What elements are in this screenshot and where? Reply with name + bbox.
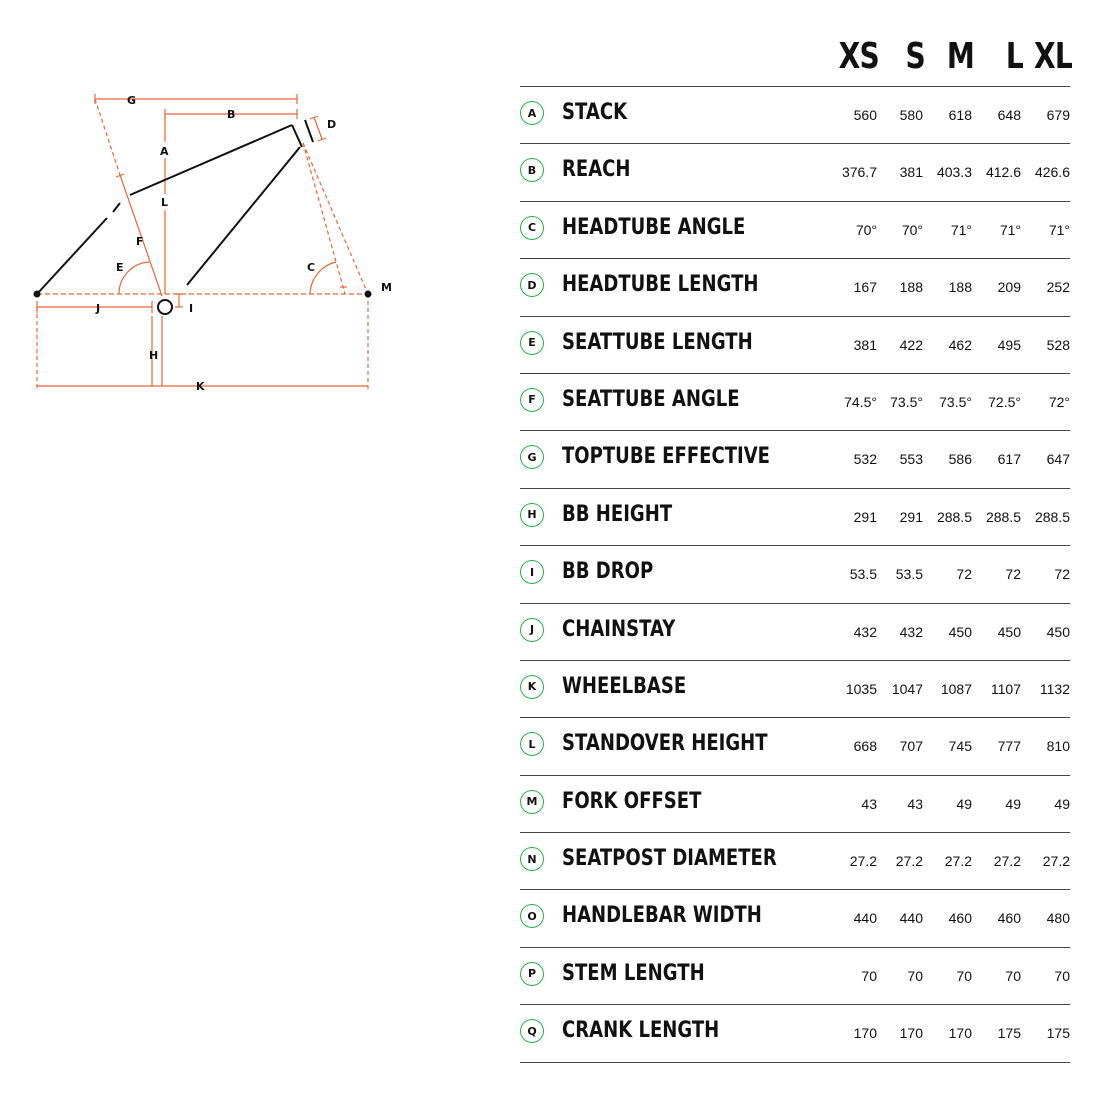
value-cell-l: 72.5°	[988, 393, 1021, 410]
value-cell-xs: 27.2	[849, 853, 877, 870]
value-cell-m: 618	[948, 107, 972, 123]
row-key-badge: G	[520, 445, 544, 469]
label-h: H	[149, 349, 159, 362]
table-row	[520, 202, 1070, 259]
value-cell-m: 27.2	[944, 853, 972, 870]
value-cell-xl: 49	[1054, 795, 1070, 812]
value-cell-xs: 1035	[845, 680, 877, 697]
value-cell-xl: 450	[1046, 623, 1070, 640]
value-cell-xl: 1132	[1039, 680, 1070, 697]
value-cell-m: 72	[956, 566, 972, 583]
value-cell-l: 209	[997, 279, 1021, 296]
value-cell-xs: 532	[853, 451, 877, 468]
row-key-badge: F	[520, 388, 544, 412]
value-cell-xl: 480	[1046, 910, 1070, 927]
row-key-badge: B	[520, 158, 544, 182]
value-cell-xl: 70	[1054, 967, 1070, 984]
row-label: STEM LENGTH	[562, 960, 705, 986]
value-cell-xs: 668	[853, 738, 877, 755]
value-cell-xs: 70°	[855, 221, 877, 238]
value-cell-xs: 43	[861, 795, 877, 812]
value-cell-m: 71°	[950, 221, 972, 238]
value-cell-s: 70	[907, 967, 923, 984]
value-cell-s: 707	[899, 738, 923, 755]
value-cell-l: 27.2	[993, 853, 1021, 870]
value-cell-xl: 288.5	[1034, 508, 1070, 525]
label-k: K	[196, 380, 205, 393]
label-e: E	[116, 261, 124, 274]
label-l: L	[161, 196, 169, 209]
size-s: S	[905, 36, 925, 77]
value-cell-l: 288.5	[985, 508, 1021, 525]
label-c: C	[307, 261, 316, 274]
row-key-badge: M	[520, 790, 544, 814]
row-label: FORK OFFSET	[562, 788, 702, 814]
value-cell-s: 53.5	[895, 566, 923, 583]
row-key-badge: H	[520, 503, 544, 527]
value-cell-xs: 70	[861, 967, 877, 984]
label-f: F	[136, 235, 144, 248]
dimension-lines	[37, 94, 368, 390]
value-cell-xl: 679	[1046, 107, 1070, 123]
value-cell-xl: 175	[1046, 1025, 1070, 1042]
value-cell-l: 70	[1005, 967, 1021, 984]
value-cell-m: 70	[956, 967, 972, 984]
value-cell-s: 440	[899, 910, 923, 927]
label-b: B	[227, 108, 236, 121]
label-d: D	[327, 118, 337, 131]
value-cell-l: 1107	[990, 680, 1021, 697]
value-cell-s: 188	[899, 279, 923, 296]
value-cell-l: 495	[997, 336, 1021, 353]
rear-axle-dot	[34, 291, 41, 298]
value-cell-m: 188	[948, 279, 972, 296]
table-row	[520, 259, 1070, 316]
value-cell-s: 1047	[891, 680, 923, 697]
row-label: CRANK LENGTH	[562, 1018, 720, 1044]
row-label: STANDOVER HEIGHT	[562, 731, 768, 757]
value-cell-s: 422	[899, 336, 923, 353]
headset-spacer	[305, 120, 313, 142]
value-cell-xs: 291	[853, 508, 877, 525]
top-tube	[130, 125, 292, 195]
label-a: A	[160, 145, 169, 158]
table-row	[520, 776, 1070, 833]
value-cell-s: 291	[899, 508, 923, 525]
row-label: HEADTUBE LENGTH	[562, 272, 759, 298]
row-label: SEATTUBE LENGTH	[562, 329, 753, 355]
value-cell-m: 288.5	[936, 508, 972, 525]
diagram-labels	[95, 94, 392, 393]
label-j: J	[96, 302, 101, 315]
row-key-badge: E	[520, 331, 544, 355]
table-row	[520, 144, 1070, 201]
row-key-badge: C	[520, 216, 544, 240]
value-cell-l: 412.6	[985, 164, 1021, 181]
value-cell-s: 73.5°	[890, 393, 923, 410]
value-cell-xs: 53.5	[849, 566, 877, 583]
row-label: TOPTUBE EFFECTIVE	[562, 444, 771, 470]
frame-geometry-diagram	[0, 0, 500, 420]
value-cell-xl: 252	[1046, 279, 1070, 296]
value-cell-xl: 27.2	[1042, 853, 1070, 870]
value-cell-s: 43	[907, 795, 923, 812]
table-row	[520, 718, 1070, 775]
row-key-badge: D	[520, 273, 544, 297]
value-cell-s: 553	[899, 451, 923, 468]
head-tube	[292, 125, 302, 147]
row-key-badge: I	[520, 560, 544, 584]
value-cell-l: 49	[1005, 795, 1021, 812]
row-key-badge: L	[520, 732, 544, 756]
size-l: L	[1005, 36, 1023, 77]
table-row	[520, 604, 1070, 661]
row-label: REACH	[562, 157, 631, 183]
row-key-badge: Q	[520, 1019, 544, 1043]
value-cell-l: 777	[997, 738, 1021, 755]
value-cell-l: 71°	[999, 221, 1021, 238]
frame-tubes	[37, 120, 316, 314]
value-cell-m: 462	[948, 336, 972, 353]
value-cell-s: 381	[899, 164, 923, 181]
value-cell-l: 72	[1005, 566, 1021, 583]
value-cell-xs: 170	[853, 1025, 877, 1042]
value-cell-l: 617	[997, 451, 1021, 468]
value-cell-s: 580	[899, 107, 923, 123]
seatstay-tube	[37, 218, 107, 294]
table-row	[520, 1005, 1070, 1062]
value-cell-xl: 528	[1046, 336, 1070, 353]
value-cell-s: 70°	[901, 221, 923, 238]
down-tube	[187, 147, 300, 285]
value-cell-m: 1087	[940, 680, 972, 697]
size-m: M	[946, 36, 974, 77]
label-g: G	[127, 94, 137, 107]
table-row	[520, 374, 1070, 431]
geometry-rows	[520, 87, 1070, 1063]
value-cell-m: 49	[956, 795, 972, 812]
value-cell-xl: 71°	[1048, 221, 1070, 238]
value-cell-m: 586	[948, 451, 972, 468]
table-row	[520, 431, 1070, 488]
value-cell-m: 73.5°	[939, 393, 972, 410]
size-header	[520, 30, 1070, 86]
value-cell-xs: 74.5°	[844, 393, 877, 410]
value-cell-m: 450	[948, 623, 972, 640]
value-cell-m: 170	[948, 1025, 972, 1042]
dim-line-d	[314, 117, 322, 139]
table-row	[520, 948, 1070, 1005]
value-cell-l: 460	[997, 910, 1021, 927]
row-label: HEADTUBE ANGLE	[562, 214, 746, 240]
value-cell-xs: 381	[853, 336, 877, 353]
value-cell-l: 175	[997, 1025, 1021, 1042]
value-cell-xl: 426.6	[1034, 164, 1070, 181]
value-cell-xs: 432	[853, 623, 877, 640]
value-cell-m: 460	[948, 910, 972, 927]
value-cell-xl: 810	[1046, 738, 1070, 755]
row-label: STACK	[562, 100, 628, 125]
value-cell-xs: 440	[853, 910, 877, 927]
bottom-bracket	[158, 300, 172, 314]
value-cell-l: 648	[997, 107, 1021, 123]
table-row	[520, 890, 1070, 947]
value-cell-xs: 167	[853, 279, 877, 296]
size-xl: XL	[1034, 36, 1072, 77]
value-cell-s: 170	[899, 1025, 923, 1042]
table-row	[520, 661, 1070, 718]
table-row	[520, 833, 1070, 890]
row-label: CHAINSTAY	[562, 616, 676, 642]
row-key-badge: K	[520, 675, 544, 699]
table-row	[520, 546, 1070, 603]
size-xs: XS	[838, 36, 879, 77]
value-cell-xl: 72°	[1048, 393, 1070, 410]
row-label: HANDLEBAR WIDTH	[562, 903, 762, 929]
value-cell-xl: 647	[1046, 451, 1070, 468]
label-i: I	[189, 302, 194, 315]
value-cell-s: 27.2	[895, 853, 923, 870]
value-cell-xs: 560	[853, 107, 877, 123]
row-label: BB HEIGHT	[562, 501, 673, 527]
value-cell-xs: 376.7	[841, 164, 877, 181]
value-cell-xl: 72	[1054, 566, 1070, 583]
front-axle-dot	[365, 291, 372, 298]
row-key-badge: O	[520, 904, 544, 928]
row-label: SEATTUBE ANGLE	[562, 386, 740, 412]
value-cell-l: 450	[997, 623, 1021, 640]
row-label: BB DROP	[562, 559, 654, 585]
row-label: SEATPOST DIAMETER	[562, 846, 777, 872]
table-row	[520, 317, 1070, 374]
value-cell-m: 403.3	[936, 164, 972, 181]
table-row	[520, 489, 1070, 546]
row-key-badge: A	[520, 101, 544, 125]
label-m: M	[381, 281, 392, 294]
table-row	[520, 87, 1070, 144]
row-label: WHEELBASE	[562, 673, 687, 699]
value-cell-m: 745	[948, 738, 972, 755]
row-key-badge: N	[520, 847, 544, 871]
value-cell-s: 432	[899, 623, 923, 640]
row-key-badge: J	[520, 618, 544, 642]
row-key-badge: P	[520, 962, 544, 986]
